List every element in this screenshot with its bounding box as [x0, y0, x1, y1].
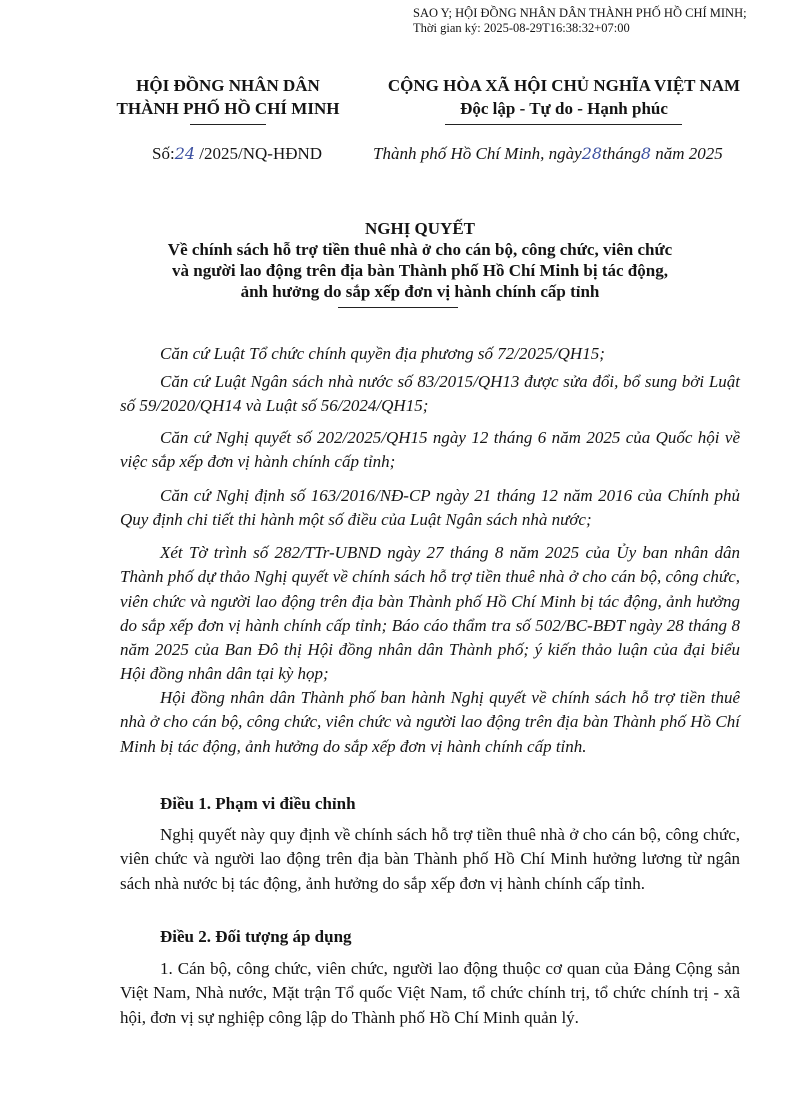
- issue-date: Thành phố Hồ Chí Minh, ngày28tháng8 năm 2025: [373, 144, 723, 163]
- preamble-paragraph: Căn cứ Luật Tổ chức chính quyền địa phương số 72/2025/QH15;: [160, 344, 605, 363]
- preamble-paragraph: Căn cứ Luật Ngân sách nhà nước số 83/2015/QH13 được sửa đổi, bổ sung bởi Luật số 59/2020/QH14 và Luật số 56/2024/QH15;: [120, 372, 740, 416]
- handwritten-month: 8: [640, 144, 652, 163]
- signing-timestamp: Thời gian ký: 2025-08-29T16:38:32+07:00: [413, 21, 630, 35]
- article-1-heading: Điều 1. Phạm vi điều chỉnh: [160, 794, 356, 813]
- preamble-paragraph: Căn cứ Nghị định số 163/2016/NĐ-CP ngày 21 tháng 12 năm 2016 của Chính phủ Quy định chi tiết thi hành một số điều của Luật Ngân sách nhà nước;: [120, 486, 740, 530]
- article-2-item-1: 1. Cán bộ, công chức, viên chức, người lao động thuộc cơ quan của Đảng Cộng sản Việt Nam, Nhà nước, Mặt trận Tổ quốc Việt Nam, tổ chức chính trị, tổ chức chính trị - xã hội, đơn vị sự nghiệp công lập do Thành phố Hồ Chí Minh quản lý.: [120, 959, 740, 1027]
- document-number: Số:24 /2025/NQ-HĐND: [152, 144, 323, 163]
- preamble-paragraph: Căn cứ Nghị quyết số 202/2025/QH15 ngày 12 tháng 6 năm 2025 của Quốc hội về việc sắp xếp đơn vị hành chính cấp tỉnh;: [120, 428, 740, 472]
- issuing-organization: [94, 74, 362, 120]
- nation-name: CỘNG HÒA XÃ HỘI CHỦ NGHĨA VIỆT NAM: [387, 76, 741, 95]
- title-main: NGHỊ QUYẾT: [364, 219, 476, 238]
- title-sub-3: ảnh hưởng do sắp xếp đơn vị hành chính cấp tỉnh: [240, 282, 600, 301]
- title-sub-2: và người lao động trên địa bàn Thành phố Hồ Chí Minh bị tác động,: [172, 261, 668, 280]
- title-underline: [338, 307, 458, 308]
- article-2-heading: Điều 2. Đối tượng áp dụng: [160, 927, 352, 946]
- handwritten-number: 24: [174, 144, 196, 163]
- article-1-body: Nghị quyết này quy định về chính sách hỗ trợ tiền thuê nhà ở cho cán bộ, công chức, viên chức và người lao động trên địa bàn Thành phố Hồ Chí Minh hưởng lương từ ngân sách nhà nước bị tác động, ảnh hưởng do sắp xếp đơn vị hành chính cấp tỉnh.: [120, 825, 740, 893]
- title-sub-1: Về chính sách hỗ trợ tiền thuê nhà ở cho cán bộ, công chức, viên chức: [167, 240, 673, 259]
- preamble-paragraph: Hội đồng nhân dân Thành phố ban hành Nghị quyết về chính sách hỗ trợ tiền thuê nhà ở cho cán bộ, công chức, viên chức và người lao động trên địa bàn Thành phố Hồ Chí Minh bị tác động, ảnh hưởng do sắp xếp đơn vị hành chính cấp tỉnh.: [120, 688, 740, 756]
- national-motto: [364, 74, 764, 120]
- org-line-1: HỘI ĐỒNG NHÂN DÂN: [136, 76, 320, 95]
- motto-underline: [445, 124, 682, 125]
- org-underline: [190, 124, 266, 125]
- org-line-2: THÀNH PHỐ HỒ CHÍ MINH: [116, 99, 340, 118]
- digital-copy-stamp: SAO Y; HỘI ĐỒNG NHÂN DÂN THÀNH PHỐ HỒ CHÍ MINH;: [413, 6, 747, 20]
- document-title: [90, 218, 750, 302]
- handwritten-day: 28: [581, 144, 603, 163]
- nation-motto: Độc lập - Tự do - Hạnh phúc: [460, 99, 668, 118]
- preamble-paragraph: Xét Tờ trình số 282/TTr-UBND ngày 27 tháng 8 năm 2025 của Ủy ban nhân dân Thành phố dự thảo Nghị quyết về chính sách hỗ trợ tiền thuê nhà ở cho cán bộ, công chức, viên chức và người lao động trên địa bàn Thành phố Hồ Chí Minh bị tác động, ảnh hưởng do sắp xếp đơn vị hành chính cấp tỉnh; Báo cáo thẩm tra số 502/BC-BĐT ngày 28 tháng 8 năm 2025 của Ban Đô thị Hội đồng nhân dân Thành phố; ý kiến thảo luận của đại biểu Hội đồng nhân dân tại kỳ họp;: [120, 543, 740, 684]
